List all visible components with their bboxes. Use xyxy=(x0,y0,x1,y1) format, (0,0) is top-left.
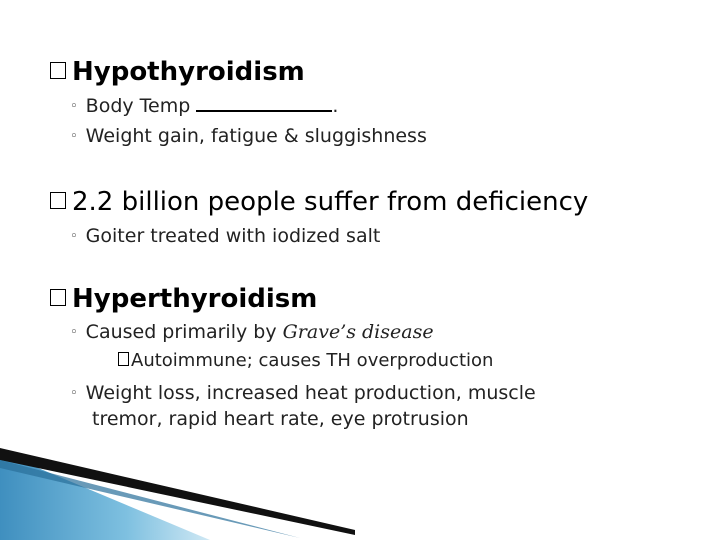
sub-bullet-goiter xyxy=(70,224,380,251)
bullet-deficiency xyxy=(50,187,588,217)
sub-bullet-weight-gain xyxy=(70,124,427,151)
weight-loss-line1: Weight loss, increased heat production, muscle xyxy=(85,382,536,404)
bullet-hyperthyroidism xyxy=(50,284,317,314)
sub-bullet-weight-loss xyxy=(70,381,536,408)
ring-icon: ◦ xyxy=(70,229,78,244)
square-box-icon xyxy=(50,289,66,306)
body-temp-period: . xyxy=(332,95,339,117)
ring-icon: ◦ xyxy=(70,99,78,114)
goiter-text: Goiter treated with iodized salt xyxy=(85,225,381,247)
sub-bullet-weight-loss-cont xyxy=(92,407,469,431)
weight-loss-line2: tremor, rapid heart rate, eye protrusion xyxy=(92,408,469,430)
bullet-hypothyroidism xyxy=(50,57,305,87)
autoimmune-text: Autoimmune; causes TH overproduction xyxy=(131,350,494,371)
decorative-wedge xyxy=(0,440,360,540)
missing-glyph-icon xyxy=(118,352,129,366)
square-box-icon xyxy=(50,192,66,209)
ring-icon: ◦ xyxy=(70,386,78,401)
hyperthyroidism-title: Hyperthyroidism xyxy=(72,284,318,314)
body-temp-label: Body Temp xyxy=(85,95,191,117)
deficiency-title: 2.2 billion people suffer from deficiency xyxy=(72,187,589,217)
sub-sub-bullet-autoimmune xyxy=(118,350,493,372)
sub-bullet-body-temp xyxy=(70,94,338,121)
ring-icon: ◦ xyxy=(70,325,78,340)
ring-icon: ◦ xyxy=(70,129,78,144)
sub-bullet-caused-by xyxy=(70,320,434,347)
weight-gain-text: Weight gain, fatigue & sluggishness xyxy=(85,125,427,147)
fill-in-blank xyxy=(196,96,332,112)
hypothyroidism-title: Hypothyroidism xyxy=(72,57,305,87)
graves-disease-text: Grave’s disease xyxy=(282,321,434,343)
caused-by-text: Caused primarily by xyxy=(85,321,277,343)
square-box-icon xyxy=(50,62,66,79)
